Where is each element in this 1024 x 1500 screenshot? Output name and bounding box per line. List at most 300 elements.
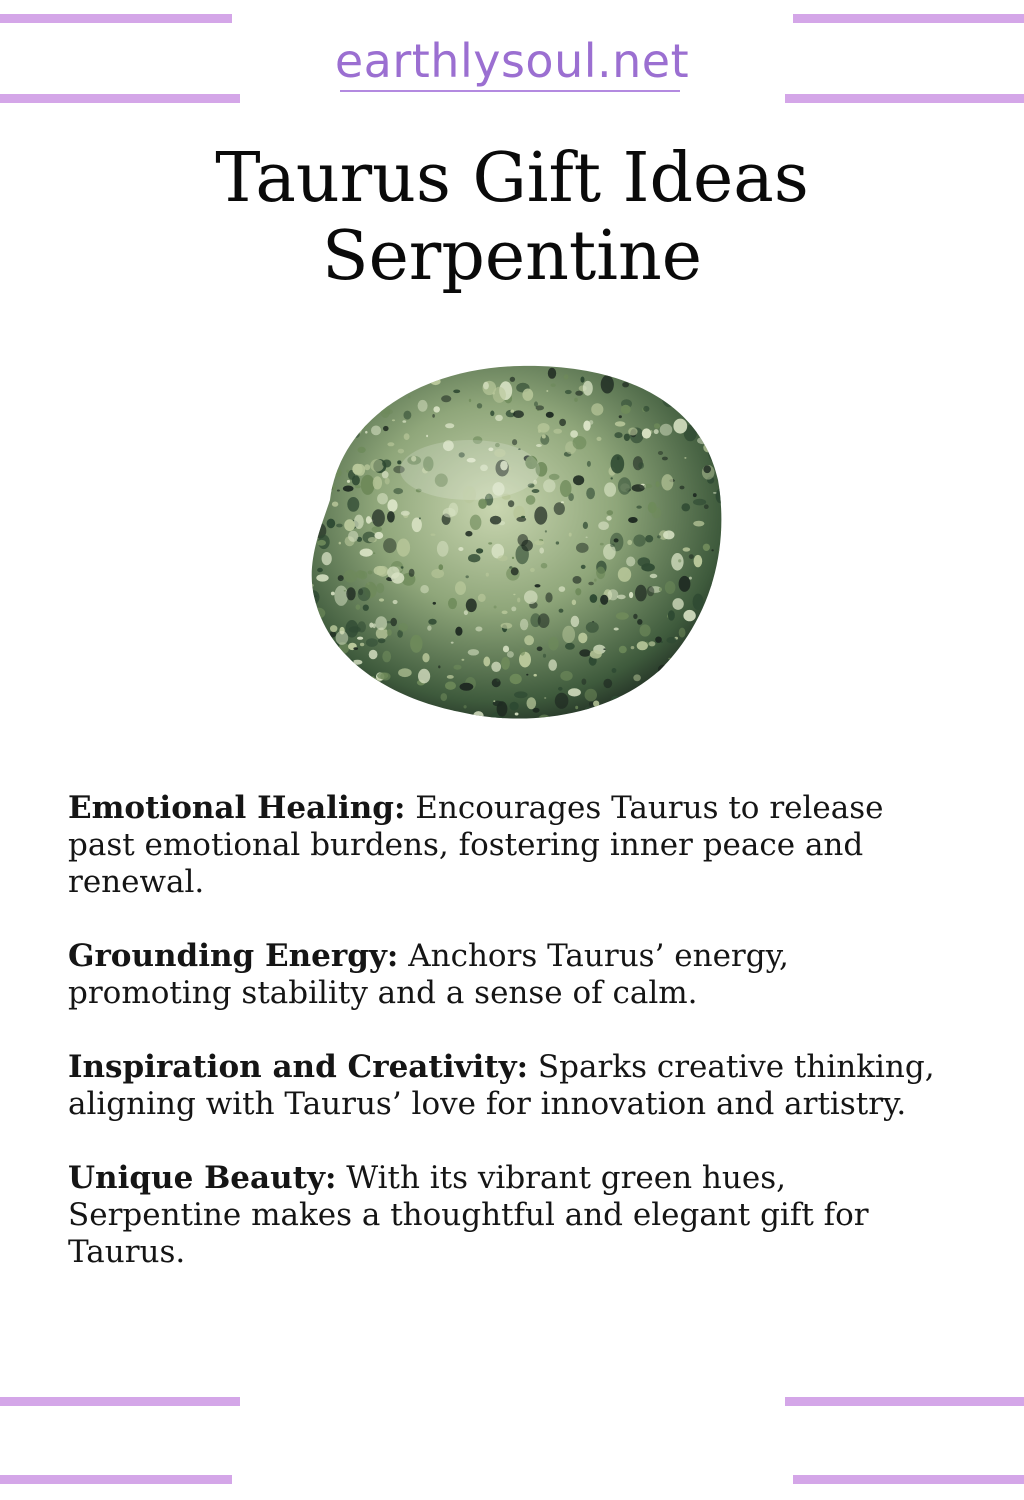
stone-speckle [351, 413, 362, 420]
stone-speckle [307, 619, 317, 631]
stone-speckle [632, 484, 645, 491]
stone-speckle [637, 641, 648, 650]
stone-speckle [365, 431, 367, 434]
stone-speckle [498, 555, 508, 561]
brand-logo[interactable]: earthlysoul.net [334, 34, 690, 88]
top-right-bar-1 [793, 14, 1024, 23]
stone-speckle [579, 649, 590, 656]
stone-speckle [689, 397, 700, 409]
stone-speckle [561, 501, 564, 503]
stone-speckle [368, 689, 379, 702]
stone-speckle [616, 612, 629, 619]
stone-speckle [545, 530, 547, 532]
stone-speckle [329, 440, 333, 444]
stone-speckle [363, 360, 375, 374]
stone-speckle [363, 605, 369, 611]
stone-speckle [366, 363, 379, 379]
stone-speckle [397, 539, 410, 557]
stone-speckle [546, 390, 548, 392]
stone-speckle [445, 682, 456, 690]
stone-speckle [321, 642, 329, 653]
stone-speckle [534, 674, 537, 677]
stone-speckle [614, 628, 619, 631]
stone-speckle [517, 598, 520, 603]
stone-speckle [390, 618, 397, 627]
stone-speckle [683, 610, 695, 621]
stone-speckle [331, 691, 335, 694]
stone-speckle [300, 544, 305, 548]
stone-speckle [548, 368, 556, 379]
stone-speckle [596, 567, 605, 580]
stone-speckle [717, 432, 729, 444]
stone-speckle [377, 672, 388, 679]
stone-speckle [300, 651, 308, 657]
stone-speckle [559, 609, 564, 613]
stone-speckle [376, 360, 378, 362]
stone-speckle [645, 687, 655, 702]
stone-speckle [536, 405, 544, 410]
stone-speckle [652, 377, 658, 380]
stone-speckle [343, 363, 347, 368]
stone-speckle [322, 552, 332, 565]
stone-speckle [477, 403, 482, 408]
stone-speckle [496, 679, 499, 682]
stone-speckle [661, 474, 673, 490]
stone-speckle [556, 541, 559, 544]
stone-speckle [325, 473, 333, 479]
stone-speckle [300, 472, 305, 481]
stone-speckle [638, 557, 651, 566]
stone-speckle [310, 584, 314, 587]
stone-speckle [718, 628, 730, 644]
stone-speckle [724, 551, 731, 560]
stone-speckle [683, 547, 691, 551]
stone-speckle [455, 581, 466, 595]
stone-speckle [587, 461, 591, 467]
stone-speckle [468, 649, 479, 655]
serpentine-stone-image [300, 360, 730, 730]
stone-speckle [396, 360, 407, 372]
stone-speckle [353, 647, 358, 650]
stone-speckle [488, 542, 492, 544]
stone-speckle [633, 535, 645, 547]
stone-speckle [334, 384, 338, 387]
stone-speckle [634, 692, 643, 705]
stone-speckle [716, 675, 718, 678]
stone-speckle [445, 423, 454, 428]
stone-speckle [362, 677, 369, 683]
stone-speckle [527, 697, 537, 709]
stone-speckle [559, 419, 566, 426]
stone-speckle [628, 428, 637, 436]
stone-speckle [412, 518, 422, 533]
stone-speckle [374, 566, 386, 575]
stone-speckle [568, 688, 581, 696]
stone-speckle [603, 649, 606, 650]
stone-speckle [366, 638, 378, 647]
stone-speckle [349, 360, 361, 371]
stone-speckle [331, 362, 339, 373]
stone-speckle [305, 417, 312, 426]
stone-speckle [453, 390, 460, 394]
stone-speckle [337, 490, 340, 492]
stone-speckle [331, 399, 335, 401]
bottom-right-bar-2 [793, 1475, 1024, 1484]
stone-speckle [512, 439, 517, 445]
stone-speckle [558, 687, 563, 691]
stone-speckle [658, 665, 669, 675]
stone-speckle [672, 403, 674, 406]
stone-speckle [408, 395, 411, 398]
stone-speckle [713, 606, 724, 614]
stone-speckle [594, 579, 597, 582]
stone-speckle [306, 385, 309, 390]
stone-speckle [574, 398, 578, 402]
stone-speckle [304, 483, 318, 501]
stone-speckle [536, 444, 542, 447]
stone-speckle [483, 657, 490, 667]
stone-speckle [387, 566, 399, 578]
stone-speckle [475, 627, 482, 632]
stone-speckle [562, 626, 575, 643]
stone-speckle [704, 690, 710, 697]
stone-speckle [699, 717, 706, 722]
stone-speckle [383, 538, 396, 553]
stone-speckle [316, 366, 319, 369]
stone-speckle [571, 616, 580, 627]
stone-speckle [343, 374, 355, 384]
stone-speckle [682, 503, 691, 511]
title-line-2: Serpentine [321, 217, 702, 296]
stone-speckle [369, 623, 373, 628]
stone-speckle [491, 662, 501, 672]
stone-speckle [658, 710, 665, 717]
stone-speckle [331, 592, 335, 596]
stone-speckle [548, 637, 558, 651]
stone-speckle [717, 425, 720, 427]
stone-speckle [581, 377, 585, 383]
stone-speckle [387, 511, 395, 522]
stone-speckle [462, 659, 465, 661]
stone-speckle [335, 419, 339, 425]
stone-speckle [668, 658, 671, 660]
stone-speckle [369, 375, 380, 381]
stone-speckle [670, 369, 679, 382]
stone-speckle [360, 549, 373, 557]
stone-speckle [376, 583, 384, 593]
stone-speckle [545, 592, 552, 602]
stone-speckle [340, 379, 352, 388]
stone-speckle [573, 576, 582, 584]
stone-speckle [493, 387, 506, 403]
stone-speckle [533, 708, 540, 713]
stone-speckle [542, 435, 546, 439]
bottom-left-bar-1 [0, 1397, 240, 1406]
stone-speckle [611, 696, 620, 704]
stone-speckle [708, 601, 716, 611]
stone-speckle [387, 499, 397, 512]
stone-speckle [356, 604, 361, 609]
stone-speckle [437, 360, 448, 367]
stone-speckle [583, 421, 590, 431]
stone-speckle [505, 361, 509, 366]
stone-speckle [611, 454, 625, 473]
stone-speckle [664, 370, 666, 373]
stone-speckle [560, 480, 572, 497]
stone-speckle [443, 508, 456, 518]
stone-speckle [352, 360, 363, 372]
stone-speckle [649, 641, 656, 646]
stone-speckle [711, 583, 717, 588]
stone-speckle [564, 374, 569, 379]
stone-speckle [606, 516, 611, 521]
stone-speckle [300, 635, 307, 644]
stone-speckle [300, 578, 308, 585]
stone-speckle [439, 564, 444, 570]
stone-speckle [622, 382, 629, 387]
stone-speckle [543, 479, 555, 492]
stone-speckle [490, 411, 494, 417]
stone-speckle [373, 678, 381, 686]
stone-speckle [565, 390, 572, 394]
stone-speckle [638, 692, 649, 705]
stone-speckle [341, 430, 352, 443]
stone-speckle [310, 697, 321, 708]
list-item [68, 1049, 948, 1123]
stone-speckle [534, 507, 547, 525]
stone-speckle [466, 599, 477, 613]
stone-speckle [718, 701, 730, 716]
stone-speckle [369, 650, 378, 660]
stone-speckle [414, 381, 416, 382]
stone-speckle [633, 674, 641, 681]
stone-speckle [601, 375, 614, 393]
stone-speckle [662, 390, 675, 407]
stone-speckle [300, 528, 305, 533]
stone-speckle [339, 542, 341, 545]
stone-speckle [300, 538, 304, 542]
stone-speckle [356, 570, 365, 578]
stone-speckle [373, 476, 382, 489]
stone-speckle [350, 694, 358, 704]
stone-speckle [726, 438, 730, 444]
stone-speckle [481, 718, 495, 725]
stone-speckle [433, 602, 436, 605]
stone-speckle [343, 699, 351, 708]
stone-speckle [684, 457, 686, 459]
stone-speckle [349, 677, 358, 689]
stone-speckle [441, 369, 444, 372]
stone-speckle [344, 519, 355, 531]
stone-speckle [654, 429, 659, 434]
stone-speckle [401, 566, 404, 568]
stone-speckle [560, 671, 572, 681]
stone-speckle [336, 524, 343, 528]
stone-speckle [530, 568, 535, 572]
stone-speckle [313, 468, 327, 478]
stone-speckle [539, 548, 544, 554]
stone-speckle [447, 675, 454, 679]
stone-speckle [404, 433, 410, 440]
stone-speckle [636, 506, 641, 509]
stone-speckle [711, 549, 713, 551]
stone-speckle [641, 378, 643, 380]
stone-speckle [339, 362, 352, 373]
stone-speckle [469, 399, 471, 402]
stone-speckle [427, 625, 431, 630]
stone-speckle [378, 638, 386, 643]
stone-speckle [586, 537, 588, 539]
stone-speckle [559, 586, 566, 592]
item-text: With its vibrant green hues, Serpentine makes a thoughtful and elegant gift for Taurus. [68, 1160, 869, 1270]
stone-speckle [625, 366, 632, 373]
stone-speckle [631, 646, 635, 649]
stone-speckle [600, 595, 608, 605]
stone-speckle [538, 715, 550, 725]
stone-speckle [590, 650, 602, 659]
stone-speckle [361, 475, 375, 495]
stone-speckle [377, 683, 386, 690]
stone-speckle [586, 622, 599, 633]
stone-speckle [619, 415, 622, 418]
stone-speckle [428, 619, 436, 625]
stone-speckle [372, 706, 385, 716]
stone-speckle [373, 553, 375, 554]
stone-speckle [357, 637, 363, 640]
stone-speckle [358, 587, 371, 601]
stone-speckle [637, 619, 642, 625]
stone-speckle [524, 635, 534, 645]
stone-speckle [611, 477, 613, 479]
stone-speckle [709, 651, 722, 661]
stone-speckle [334, 469, 341, 477]
stone-speckle [393, 600, 398, 604]
stone-speckle [392, 419, 395, 421]
stone-speckle [684, 396, 691, 401]
stone-speckle [588, 582, 594, 586]
stone-speckle [585, 689, 597, 702]
stone-speckle [667, 637, 677, 643]
stone-speckle [362, 695, 366, 699]
stone-speckle [366, 360, 378, 370]
stone-speckle [320, 686, 330, 691]
stone-speckle [664, 688, 671, 698]
stone-speckle [332, 699, 337, 706]
stone-speckle [368, 537, 377, 542]
stone-speckle [464, 705, 467, 708]
stone-speckle [658, 451, 663, 455]
stone-speckle [591, 403, 603, 415]
stone-speckle [375, 412, 377, 413]
stone-speckle [621, 697, 628, 707]
stone-speckle [351, 419, 362, 435]
stone-speckle [460, 683, 474, 691]
stone-speckle [694, 375, 703, 382]
list-item [68, 1160, 948, 1271]
stone-speckle [409, 569, 415, 577]
stone-speckle [604, 482, 616, 496]
stone-speckle [304, 500, 308, 503]
stone-speckle [368, 571, 373, 575]
stone-speckle [719, 549, 723, 552]
stone-speckle [680, 486, 685, 490]
stone-speckle [703, 544, 710, 551]
stone-speckle [422, 653, 429, 662]
stone-speckle [340, 579, 342, 580]
stone-speckle [597, 437, 602, 441]
stone-speckle [348, 531, 358, 542]
stone-speckle [693, 521, 704, 527]
stone-speckle [634, 382, 636, 384]
stone-speckle [418, 400, 428, 412]
stone-speckle [607, 510, 614, 515]
stone-speckle [441, 395, 451, 402]
stone-speckle [629, 592, 633, 598]
stone-speckle [300, 719, 306, 726]
stone-speckle [333, 384, 345, 390]
stone-speckle [401, 511, 410, 516]
stone-speckle [648, 502, 657, 513]
stone-speckle [668, 610, 675, 620]
stone-speckle [579, 711, 591, 719]
page-title [0, 140, 1024, 296]
stone-speckle [553, 429, 562, 434]
stone-speckle [370, 459, 384, 472]
stone-speckle [581, 565, 586, 569]
stone-speckle [330, 625, 337, 632]
stone-speckle [668, 682, 679, 692]
stone-speckle [387, 629, 392, 636]
stone-speckle [397, 460, 401, 464]
stone-speckle [300, 382, 306, 386]
stone-speckle [510, 674, 522, 684]
stone-speckle [410, 635, 422, 653]
stone-speckle [513, 410, 524, 418]
stone-speckle [383, 426, 389, 431]
stone-speckle [631, 720, 637, 729]
stone-speckle [501, 623, 513, 629]
stone-speckle [394, 724, 399, 730]
stone-speckle [513, 594, 515, 595]
stone-speckle [345, 417, 348, 419]
stone-speckle [495, 415, 503, 421]
stone-speckle [598, 521, 609, 530]
stone-speckle [311, 512, 314, 514]
stone-speckle [305, 424, 311, 432]
stone-speckle [687, 661, 694, 669]
stone-speckle [599, 605, 603, 608]
stone-speckle [371, 676, 374, 678]
item-text: Encourages Taurus to release past emotional burdens, fostering inner peace and renewal. [68, 790, 884, 900]
stone-speckle [569, 533, 572, 537]
stone-speckle [644, 484, 653, 488]
stone-speckle [603, 679, 612, 688]
stone-speckle [380, 690, 387, 697]
stone-speckle [510, 377, 515, 382]
stone-speckle [543, 654, 546, 658]
stone-speckle [354, 515, 364, 529]
stone-speckle [665, 581, 676, 594]
stone-speckle [656, 687, 670, 702]
item-label: Emotional Healing: [68, 790, 406, 826]
stone-speckle [684, 369, 694, 375]
stone-speckle [722, 702, 730, 711]
stone-speckle [380, 404, 390, 418]
stone-speckle [443, 715, 455, 728]
stone-speckle [300, 489, 308, 497]
stone-speckle [300, 674, 310, 684]
stone-speckle [714, 392, 720, 395]
